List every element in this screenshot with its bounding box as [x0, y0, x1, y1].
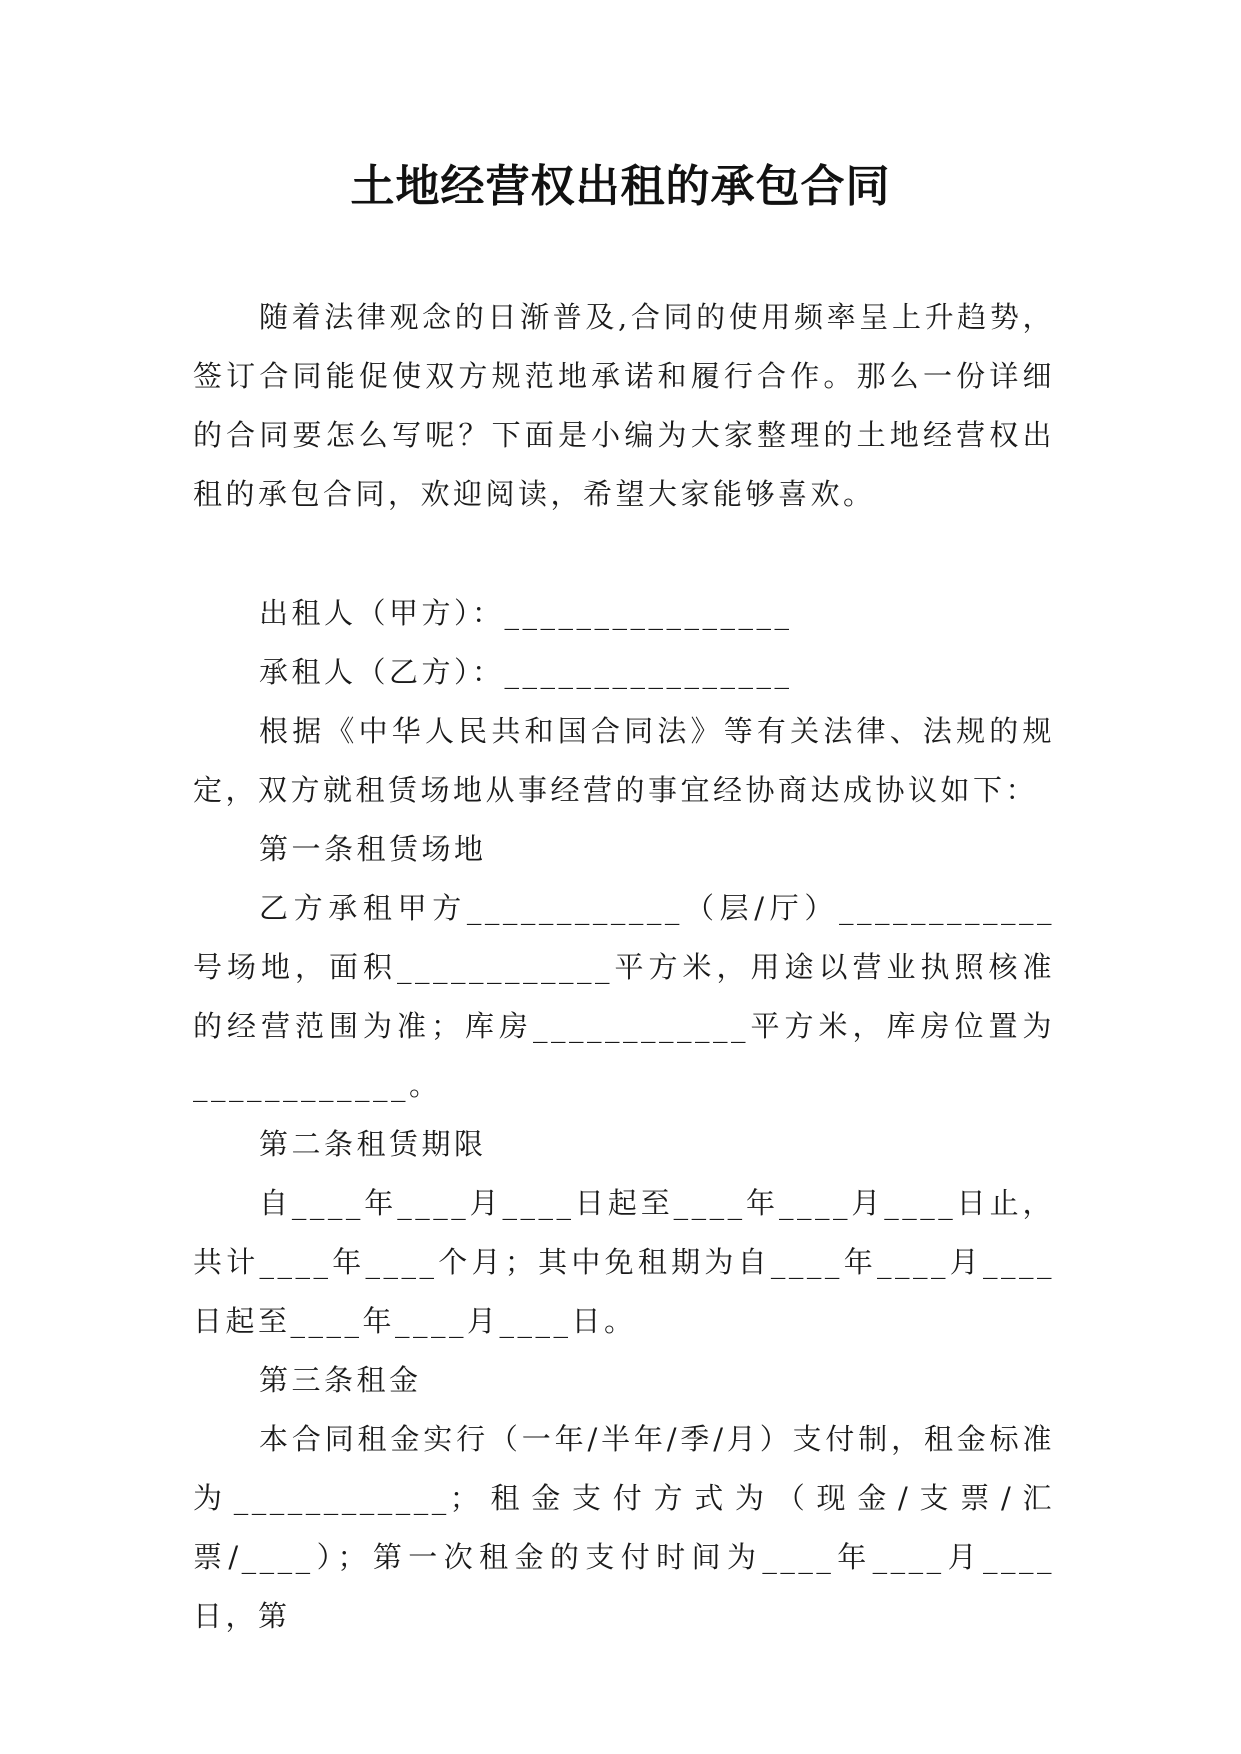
party-a-line: 出租人（甲方）：________________: [259, 596, 793, 630]
intro-paragraph: 随着法律观念的日渐普及,合同的使用频率呈上升趋势，签订合同能促使双方规范地承诺和履行合作。那么一份详细的合同要怎么写呢？下面是小编为大家整理的土地经营权出租的承包合同，欢迎阅读，希望大家能够喜欢。: [193, 300, 1055, 511]
document-title: 土地经营权出租的承包合同: [350, 161, 891, 212]
preamble-paragraph: 根据《中华人民共和国合同法》等有关法律、法规的规定，双方就租赁场地从事经营的事宜经协商达成协议如下：: [193, 714, 1055, 807]
article-2-text: 自____年____月____日起至____年____月____日止，共计____年____个月；其中免租期为自____年____月____日起至____年____月____日。: [193, 1186, 1055, 1338]
article-3-heading: 第三条租金: [259, 1363, 422, 1397]
article-1-heading: 第一条租赁场地: [259, 832, 487, 866]
article-1-text: 乙方承租甲方____________（层/厅）____________号场地，面积____________平方米，用途以营业执照核准的经营范围为准；库房____________平方米，库房位置为____________。: [193, 891, 1055, 1102]
party-b-line: 承租人（乙方）：________________: [259, 655, 793, 689]
document-body: [193, 288, 1055, 1646]
article-3-text: 本合同租金实行（一年/半年/季/月）支付制，租金标准为____________；租金支付方式为（现金/支票/汇票/____）；第一次租金的支付时间为____年____月____日，第: [193, 1422, 1055, 1633]
article-2-heading: 第二条租赁期限: [259, 1127, 487, 1161]
